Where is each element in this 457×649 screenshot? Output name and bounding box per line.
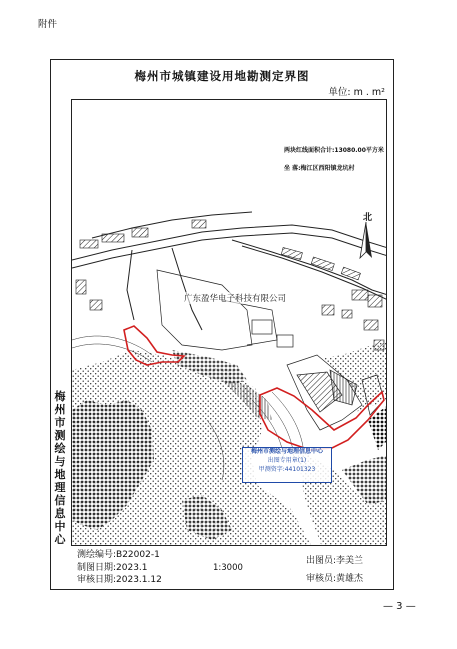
scale-label: 1:3000 bbox=[213, 563, 243, 573]
page-number: — 3 — bbox=[383, 601, 416, 612]
map-sheet-frame bbox=[50, 59, 394, 590]
info-block bbox=[284, 148, 384, 184]
map-area bbox=[71, 99, 387, 546]
stamp-line-1: 梅州市测绘与地理信息中心 bbox=[250, 448, 323, 455]
location-info: 坐 落:梅江区西阳镇龙坑村 bbox=[284, 165, 355, 172]
stamp-line-2: 出图专用章(1) bbox=[267, 456, 307, 464]
staff-meta bbox=[306, 552, 363, 588]
survey-number: 测绘编号:B22002-1 bbox=[77, 550, 160, 560]
review-date: 审核日期:2023.1.12 bbox=[77, 575, 162, 585]
map-title: 梅州市城镇建设用地勘测定界图 bbox=[134, 69, 310, 83]
stamp-line-3: 甲测资字:44101323 bbox=[258, 465, 316, 473]
draw-date: 制图日期:2023.1 bbox=[77, 562, 148, 573]
drawer-name: 出图员:李美兰 bbox=[306, 556, 364, 566]
north-label: 北 bbox=[363, 213, 373, 223]
official-stamp bbox=[242, 447, 332, 483]
road-network bbox=[72, 212, 387, 330]
survey-meta bbox=[77, 549, 162, 587]
attachment-label: 附件 bbox=[38, 19, 58, 30]
organization-vertical-label: 梅州市测绘与地理信息中心 bbox=[54, 390, 66, 546]
unit-label: 单位: m . m² bbox=[328, 87, 385, 98]
company-watermark: 广东盈华电子科技有限公司 bbox=[184, 294, 287, 304]
reviewer-name: 审核员:黄雄杰 bbox=[306, 574, 364, 584]
area-info: 两块红线面积合计:13080.00平方米 bbox=[284, 147, 384, 154]
